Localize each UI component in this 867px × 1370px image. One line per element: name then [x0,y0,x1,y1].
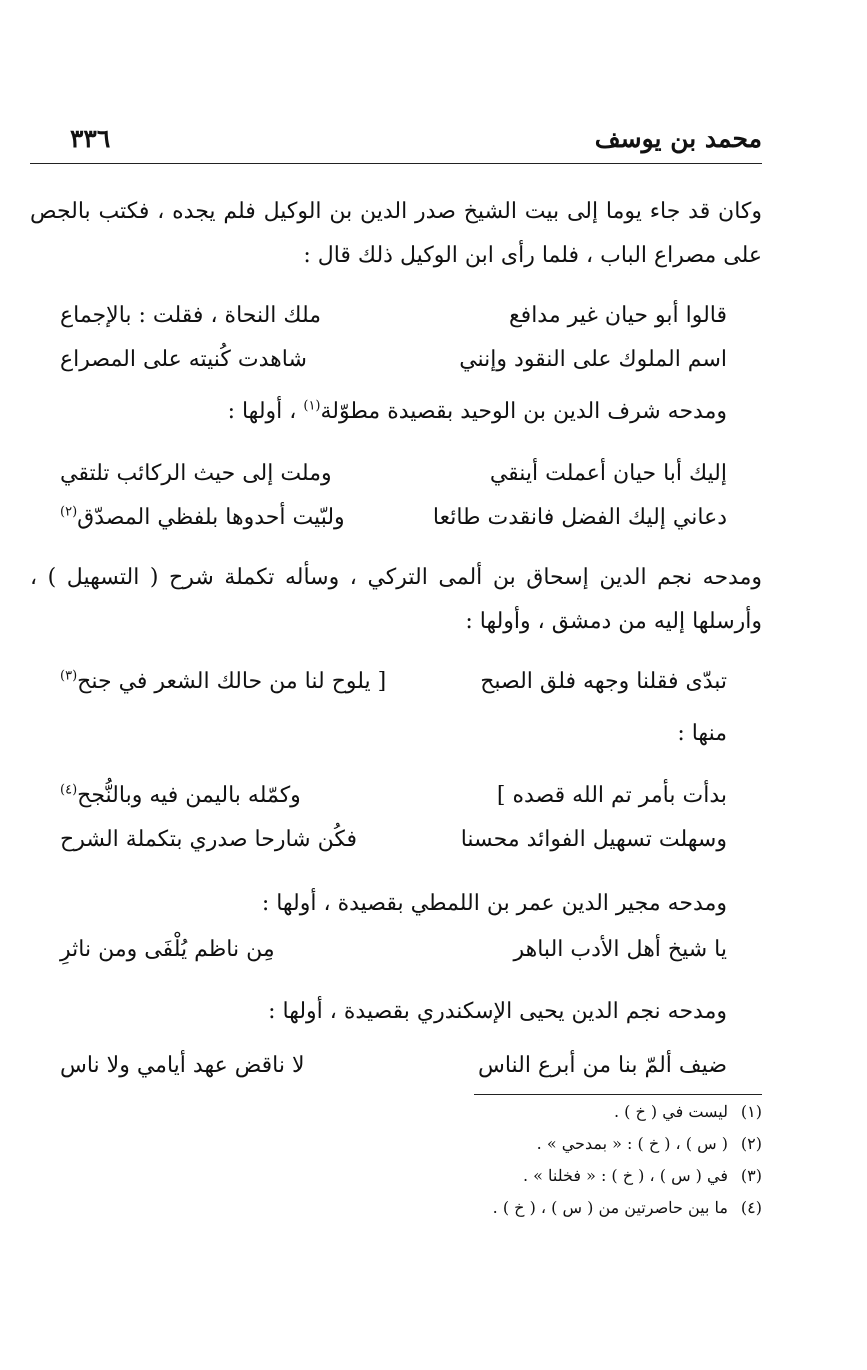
paragraph-2-tail: ، أولها : [227,399,304,424]
page-number: ٣٣٦ [70,124,111,153]
hemistich-2-text: ولبّيت أحدوها بلفظي المصدّق [77,505,345,530]
hemistich-1: يا شيخ أهل الأدب الباهر [513,937,727,962]
hemistich-2 [60,774,301,818]
poem1-verse-1 [60,294,727,338]
poem1-verse-2 [60,338,727,382]
paragraph-5: ومدحه نجم الدين يحيى الإسكندري بقصيدة ، أولها : [268,999,727,1024]
footnote-2 [262,1128,762,1160]
poem6-verse-1 [60,1044,727,1088]
hemistich-1: إليك أبا حيان أعملت أينقي [489,461,727,486]
footnote-number: (١) [740,1102,762,1121]
footnote-number: (٢) [740,1134,762,1153]
paragraph-3: ومدحه نجم الدين إسحاق بن ألمى التركي ، وسأله تكملة شرح ( التسهيل ) ، وأرسلها إليه من دمشق ، وأولها : [30,565,762,634]
minha-label: منها : [677,721,727,746]
footnote-number: (٣) [740,1166,762,1185]
header-rule [30,163,762,164]
hemistich-1: اسم الملوك على النقود وإنني [459,347,727,372]
hemistich-1: قالوا أبو حيان غير مدافع [508,303,727,328]
hemistich-1: ضيف ألمّ بنا من أبرع الناس [477,1053,727,1078]
hemistich-2 [60,660,386,704]
poem4-verse-2 [60,818,727,862]
footnote-text: ليست في ( خ ) . [614,1102,728,1121]
hemistich-2 [60,496,345,540]
poem2-verse-2 [60,496,727,540]
hemistich-1: بدأت بأمر تم الله قصده ] [496,783,727,808]
footnote-ref-1: (١) [303,398,321,414]
running-title: محمد بن يوسف [594,124,762,153]
footnote-ref-2: (٢) [60,504,78,520]
hemistich-2-text: وكمّله باليمن فيه وبالنُّجح [77,783,301,808]
footnote-1 [262,1096,762,1128]
hemistich-1: دعاني إليك الفضل فانقدت طائعا [432,505,727,530]
paragraph-2-text: ومدحه شرف الدين بن الوحيد بقصيدة مطوّلة [320,399,727,424]
hemistich-2: ملك النحاة ، فقلت : بالإجماع [60,303,322,328]
paragraph-1: وكان قد جاء يوما إلى بيت الشيخ صدر الدين بن الوكيل فلم يجده ، فكتب بالجص على مصراع الباب ، فلما رأى ابن الوكيل ذلك قال : [30,199,762,268]
footnote-4 [262,1192,762,1224]
poem4-verse-1 [60,774,727,818]
footnote-ref-3: (٣) [60,668,78,684]
poem2-verse-1 [60,452,727,496]
footnote-text: في ( س ) ، ( خ ) : « فخلنا » . [522,1166,728,1185]
poem3-verse-1 [60,660,727,704]
paragraph-4: ومدحه مجير الدين عمر بن اللمطي بقصيدة ، أولها : [261,891,727,916]
hemistich-1: تبدّى فقلنا وجهه فلق الصبح [480,669,727,694]
hemistich-2: وملت إلى حيث الركائب تلتقي [60,461,332,486]
footnote-3 [262,1160,762,1192]
footnote-number: (٤) [740,1198,762,1217]
hemistich-2: مِن ناظم يُلْفَى ومن ناثرِ [60,937,275,962]
poem5-verse-1 [60,928,727,972]
hemistich-2-text: [ يلوح لنا من حالك الشعر في جنح [77,669,387,694]
hemistich-1: وسهلت تسهيل الفوائد محسنا [460,827,727,852]
hemistich-2: شاهدت كُنيته على المصراع [60,347,307,372]
footnote-text: ما بين حاصرتين من ( س ) ، ( خ ) . [492,1198,728,1217]
footnote-rule [474,1094,762,1095]
footnote-text: ( س ) ، ( خ ) : « بمدحي » . [536,1134,728,1153]
hemistich-2: فكُن شارحا صدري بتكملة الشرح [60,827,358,852]
footnote-ref-4: (٤) [60,782,78,798]
paragraph-2 [228,390,727,434]
hemistich-2: لا ناقض عهد أيامي ولا ناس [60,1053,305,1078]
page-header [30,124,762,160]
